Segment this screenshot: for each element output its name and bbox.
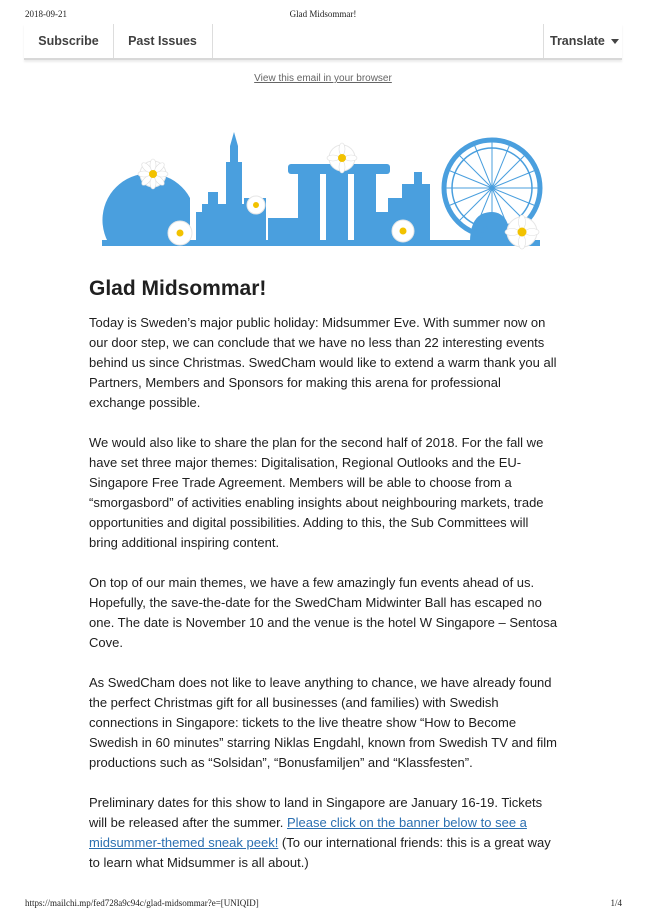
email-body — [89, 275, 559, 893]
page-number: 1/4 — [610, 898, 622, 908]
caret-down-icon — [611, 39, 619, 44]
translate-label: Translate — [550, 34, 605, 48]
email-heading: Glad Midsommar! — [89, 277, 267, 300]
view-in-browser-link[interactable]: View this email in your browser — [254, 73, 392, 84]
midsummer-skyline-banner[interactable] — [98, 128, 548, 260]
past-issues-link[interactable]: Past Issues — [113, 24, 213, 58]
subscribe-link[interactable]: Subscribe — [24, 24, 114, 58]
paragraph-christmas-gift: As SwedCham does not like to leave anything to chance, we have already found the perfect Christmas gift for all businesses (and families) with Swedish connections in Singapore: tickets to the live theatre show “How to Become Swedish in 60 minutes” starring Niklas Engdahl, known from Swedish TV and film productions such as “Solsidan”, “Bonusfamiljen” and “Klassfesten”. — [89, 675, 557, 770]
top-navbar — [24, 24, 622, 60]
sneak-peek-link[interactable]: Please click on the banner below to see a midsummer-themed sneak peek! — [89, 815, 527, 850]
print-title: Glad Midsommar! — [289, 9, 357, 19]
print-date: 2018-09-21 — [25, 9, 67, 19]
paragraph-plan: We would also like to share the plan for the second half of 2018. For the fall we have set three major themes: Digitalisation, Regional Outlooks and the EU-Singapore Free Trade Agreement. Members will be able to choose from a “smorgasbord” of activities enabling insights about neighbouring markets, trade opportunities and digital possibilities. Adding to this, the Sub Committees will bring additional inspiring content. — [89, 435, 544, 550]
print-url: https://mailchi.mp/fed728a9c94c/glad-midsommar?e=[UNIQID] — [25, 898, 259, 908]
paragraph-dates — [89, 793, 559, 873]
paragraph-intro: Today is Sweden’s major public holiday: Midsummer Eve. With summer now on our door step, we can conclude that we have no less than 22 interesting events behind us since Christmas. SwedCham would like to extend a warm thank you all Partners, Members and Sponsors for making this arena for professional exchange possible. — [89, 315, 557, 410]
paragraph-events: On top of our main themes, we have a few amazingly fun events ahead of us. Hopefully, the save-the-date for the SwedCham Midwinter Ball has escaped no one. The date is November 10 and the venue is the hotel W Singapore – Sentosa Cove. — [89, 575, 558, 650]
paragraph-dates-tail: (To our international friends: this is a great way to learn what Midsummer is all about.) — [89, 835, 551, 870]
translate-dropdown[interactable] — [543, 24, 622, 58]
skyline-illustration — [98, 128, 548, 260]
paragraph-dates-text: Preliminary dates for this show to land in Singapore are January 16-19. Tickets will be released after the summer. — [89, 795, 543, 830]
